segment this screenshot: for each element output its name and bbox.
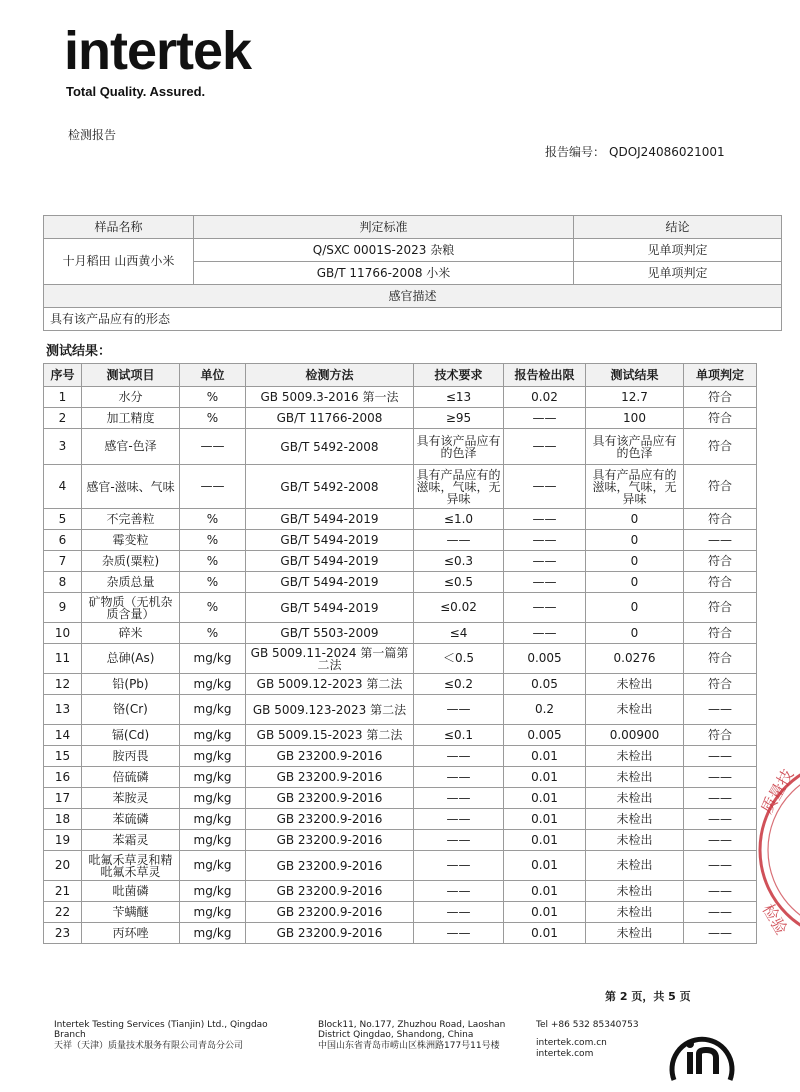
cell-seq: 8 [44, 572, 82, 593]
cell-limit: —— [504, 593, 586, 623]
table-row [44, 788, 757, 809]
cell-result: 0 [586, 623, 684, 644]
cell-requirement: —— [414, 830, 504, 851]
table-row [44, 387, 757, 408]
cell-judgement: —— [684, 851, 757, 881]
cell-judgement: 符合 [684, 509, 757, 530]
sensory-heading: 感官描述 [44, 285, 782, 308]
cell-seq: 5 [44, 509, 82, 530]
cell-limit: 0.2 [504, 695, 586, 725]
cell-result: 未检出 [586, 746, 684, 767]
cell-unit: % [180, 530, 246, 551]
table-row [44, 923, 757, 944]
cell-unit: % [180, 623, 246, 644]
cell-requirement: ≤0.1 [414, 725, 504, 746]
cell-item: 霉变粒 [82, 530, 180, 551]
cell-method: GB 23200.9-2016 [246, 851, 414, 881]
cell-item: 加工精度 [82, 408, 180, 429]
cell-seq: 9 [44, 593, 82, 623]
cell-result: 未检出 [586, 851, 684, 881]
cell-item: 水分 [82, 387, 180, 408]
cell-limit: —— [504, 408, 586, 429]
cell-method: GB 23200.9-2016 [246, 767, 414, 788]
cell-limit: 0.01 [504, 923, 586, 944]
cell-requirement: ≤0.02 [414, 593, 504, 623]
cell-seq: 18 [44, 809, 82, 830]
cell-judgement: —— [684, 881, 757, 902]
footer-contact [536, 1020, 656, 1059]
results-header-result: 测试结果 [586, 364, 684, 387]
cell-seq: 20 [44, 851, 82, 881]
cell-judgement: 符合 [684, 644, 757, 674]
cell-judgement: —— [684, 809, 757, 830]
cell-item: 苯硫磷 [82, 809, 180, 830]
cell-seq: 3 [44, 429, 82, 465]
cell-judgement: 符合 [684, 465, 757, 509]
standard-1: Q/SXC 0001S-2023 杂粮 [194, 239, 574, 262]
cell-result: 具有该产品应有的色泽 [586, 429, 684, 465]
cell-seq: 19 [44, 830, 82, 851]
cell-item: 总砷(As) [82, 644, 180, 674]
cell-limit: 0.005 [504, 725, 586, 746]
cell-unit: mg/kg [180, 809, 246, 830]
cell-method: GB/T 5494-2019 [246, 551, 414, 572]
cell-requirement: —— [414, 881, 504, 902]
cell-judgement: 符合 [684, 408, 757, 429]
summary-header-sample: 样品名称 [44, 216, 194, 239]
cell-requirement: 具有该产品应有的色泽 [414, 429, 504, 465]
cell-judgement: —— [684, 530, 757, 551]
cell-requirement: ≤1.0 [414, 509, 504, 530]
cell-unit: mg/kg [180, 695, 246, 725]
cell-seq: 14 [44, 725, 82, 746]
brand-name: intertek [64, 21, 252, 81]
cell-unit: —— [180, 465, 246, 509]
cell-method: GB 5009.12-2023 第二法 [246, 674, 414, 695]
cell-judgement: —— [684, 902, 757, 923]
cell-limit: —— [504, 465, 586, 509]
cell-limit: 0.02 [504, 387, 586, 408]
cell-limit: —— [504, 551, 586, 572]
results-header-method: 检测方法 [246, 364, 414, 387]
cell-unit: mg/kg [180, 881, 246, 902]
cell-limit: 0.01 [504, 881, 586, 902]
table-row [44, 851, 757, 881]
results-table [43, 363, 757, 944]
cell-unit: % [180, 572, 246, 593]
seal-text-1: 质量技 [757, 765, 798, 817]
cell-judgement: 符合 [684, 387, 757, 408]
table-row [44, 881, 757, 902]
website-cn: intertek.com.cn [536, 1038, 607, 1049]
cell-item: 苄螨醚 [82, 902, 180, 923]
cell-unit: mg/kg [180, 674, 246, 695]
cell-method: GB 5009.11-2024 第一篇第二法 [246, 644, 414, 674]
website: intertek.com [536, 1048, 594, 1059]
table-row [44, 830, 757, 851]
cell-seq: 13 [44, 695, 82, 725]
cell-method: GB 23200.9-2016 [246, 830, 414, 851]
cell-method: GB 23200.9-2016 [246, 902, 414, 923]
cell-unit: % [180, 408, 246, 429]
intertek-badge-icon [666, 1018, 738, 1090]
summary-header-standard: 判定标准 [194, 216, 574, 239]
cell-requirement: —— [414, 902, 504, 923]
cell-limit: 0.01 [504, 788, 586, 809]
cell-item: 杂质(粟粒) [82, 551, 180, 572]
cell-item: 胺丙畏 [82, 746, 180, 767]
summary-table [43, 215, 782, 331]
cell-requirement: —— [414, 530, 504, 551]
cell-result: 未检出 [586, 809, 684, 830]
report-number-value: QDOJ24086021001 [609, 145, 725, 159]
report-number [541, 143, 725, 160]
cell-item: 杂质总量 [82, 572, 180, 593]
cell-requirement: —— [414, 788, 504, 809]
cell-judgement: —— [684, 923, 757, 944]
table-row [44, 429, 757, 465]
cell-judgement: 符合 [684, 551, 757, 572]
cell-judgement: —— [684, 695, 757, 725]
cell-method: GB 23200.9-2016 [246, 746, 414, 767]
cell-judgement: 符合 [684, 593, 757, 623]
cell-requirement: —— [414, 767, 504, 788]
conclusion-2: 见单项判定 [574, 262, 782, 285]
cell-result: 12.7 [586, 387, 684, 408]
table-row [44, 623, 757, 644]
cell-seq: 2 [44, 408, 82, 429]
cell-method: GB/T 5494-2019 [246, 593, 414, 623]
cell-unit: mg/kg [180, 746, 246, 767]
cell-limit: 0.01 [504, 902, 586, 923]
cell-item: 矿物质（无机杂质含量） [82, 593, 180, 623]
table-row [44, 725, 757, 746]
cell-method: GB 23200.9-2016 [246, 881, 414, 902]
cell-item: 碎米 [82, 623, 180, 644]
cell-item: 吡菌磷 [82, 881, 180, 902]
cell-result: 未检出 [586, 767, 684, 788]
cell-unit: mg/kg [180, 644, 246, 674]
sensory-description: 具有该产品应有的形态 [44, 308, 782, 331]
cell-limit: —— [504, 572, 586, 593]
table-row [44, 572, 757, 593]
cell-limit: —— [504, 509, 586, 530]
brand-tagline: Total Quality. Assured. [66, 84, 206, 99]
table-row [44, 408, 757, 429]
company-name-en: Intertek Testing Services (Tianjin) Ltd., Qingdao Branch [54, 1020, 268, 1041]
cell-item: 镉(Cd) [82, 725, 180, 746]
table-row [44, 746, 757, 767]
cell-limit: 0.01 [504, 767, 586, 788]
cell-judgement: 符合 [684, 623, 757, 644]
cell-item: 感官-色泽 [82, 429, 180, 465]
cell-item: 铅(Pb) [82, 674, 180, 695]
cell-method: GB/T 5494-2019 [246, 509, 414, 530]
cell-judgement: 符合 [684, 674, 757, 695]
cell-unit: mg/kg [180, 902, 246, 923]
cell-result: 0 [586, 551, 684, 572]
cell-requirement: 具有产品应有的滋味，气味，无异味 [414, 465, 504, 509]
cell-method: GB 5009.3-2016 第一法 [246, 387, 414, 408]
cell-seq: 7 [44, 551, 82, 572]
cell-unit: mg/kg [180, 923, 246, 944]
report-number-label: 报告编号： [545, 145, 606, 159]
cell-judgement: 符合 [684, 725, 757, 746]
page-indicator: 第 2 页，共 5 页 [605, 990, 691, 1003]
cell-result: 0.0276 [586, 644, 684, 674]
cell-result: 具有产品应有的滋味，气味，无异味 [586, 465, 684, 509]
cell-method: GB/T 5494-2019 [246, 530, 414, 551]
cell-requirement: —— [414, 695, 504, 725]
cell-result: 0 [586, 593, 684, 623]
cell-unit: % [180, 593, 246, 623]
cell-requirement: —— [414, 809, 504, 830]
official-seal-icon [740, 760, 800, 940]
cell-seq: 15 [44, 746, 82, 767]
results-header-item: 测试项目 [82, 364, 180, 387]
cell-result: 未检出 [586, 830, 684, 851]
cell-method: GB 23200.9-2016 [246, 809, 414, 830]
cell-seq: 4 [44, 465, 82, 509]
cell-seq: 12 [44, 674, 82, 695]
results-header-judgement: 单项判定 [684, 364, 757, 387]
cell-requirement: —— [414, 923, 504, 944]
cell-result: 0 [586, 530, 684, 551]
cell-method: GB/T 11766-2008 [246, 408, 414, 429]
cell-method: GB/T 5492-2008 [246, 465, 414, 509]
table-row [44, 509, 757, 530]
cell-seq: 11 [44, 644, 82, 674]
cell-requirement: —— [414, 746, 504, 767]
footer-company [54, 1020, 294, 1051]
cell-limit: 0.01 [504, 830, 586, 851]
cell-limit: 0.05 [504, 674, 586, 695]
cell-limit: 0.01 [504, 746, 586, 767]
cell-unit: % [180, 551, 246, 572]
cell-result: 未检出 [586, 881, 684, 902]
cell-result: 未检出 [586, 695, 684, 725]
table-row [44, 530, 757, 551]
cell-requirement: ≤4 [414, 623, 504, 644]
cell-requirement: ≤0.5 [414, 572, 504, 593]
cell-seq: 10 [44, 623, 82, 644]
cell-limit: 0.01 [504, 851, 586, 881]
cell-unit: mg/kg [180, 830, 246, 851]
cell-seq: 23 [44, 923, 82, 944]
cell-judgement: —— [684, 746, 757, 767]
sample-name: 十月稻田 山西黄小米 [44, 239, 194, 285]
cell-unit: —— [180, 429, 246, 465]
cell-result: 0.00900 [586, 725, 684, 746]
cell-result: 100 [586, 408, 684, 429]
cell-judgement: 符合 [684, 429, 757, 465]
table-row [44, 674, 757, 695]
cell-item: 感官-滋味、气味 [82, 465, 180, 509]
cell-unit: mg/kg [180, 851, 246, 881]
cell-method: GB/T 5503-2009 [246, 623, 414, 644]
cell-item: 铬(Cr) [82, 695, 180, 725]
cell-unit: mg/kg [180, 767, 246, 788]
cell-judgement: 符合 [684, 572, 757, 593]
results-section-label: 测试结果： [46, 344, 112, 359]
company-name-cn: 天祥（天津）质量技术服务有限公司青岛分公司 [54, 1040, 244, 1051]
cell-method: GB 23200.9-2016 [246, 788, 414, 809]
standard-2: GB/T 11766-2008 小米 [194, 262, 574, 285]
cell-limit: —— [504, 530, 586, 551]
telephone: Tel +86 532 85340753 [536, 1020, 639, 1030]
results-header-unit: 单位 [180, 364, 246, 387]
cell-seq: 6 [44, 530, 82, 551]
cell-judgement: —— [684, 767, 757, 788]
address-en: Block11, No.177, Zhuzhou Road, Laoshan District Qingdao, Shandong, China [318, 1020, 506, 1041]
conclusion-1: 见单项判定 [574, 239, 782, 262]
cell-limit: —— [504, 429, 586, 465]
intertek-logo [64, 21, 252, 99]
cell-result: 0 [586, 572, 684, 593]
cell-requirement: ＜0.5 [414, 644, 504, 674]
table-row [44, 902, 757, 923]
cell-seq: 16 [44, 767, 82, 788]
results-header-row [44, 364, 757, 387]
cell-method: GB 23200.9-2016 [246, 923, 414, 944]
cell-seq: 1 [44, 387, 82, 408]
cell-requirement: ≤0.2 [414, 674, 504, 695]
table-row [44, 465, 757, 509]
cell-limit: —— [504, 623, 586, 644]
cell-method: GB/T 5494-2019 [246, 572, 414, 593]
table-row [44, 593, 757, 623]
cell-item: 吡氟禾草灵和精吡氟禾草灵 [82, 851, 180, 881]
cell-item: 苯胺灵 [82, 788, 180, 809]
cell-requirement: —— [414, 851, 504, 881]
cell-method: GB 5009.123-2023 第二法 [246, 695, 414, 725]
cell-item: 苯霜灵 [82, 830, 180, 851]
cell-unit: mg/kg [180, 725, 246, 746]
cell-item: 倍硫磷 [82, 767, 180, 788]
table-row [44, 809, 757, 830]
address-cn: 中国山东省青岛市崂山区株洲路177号11号楼 [318, 1040, 500, 1051]
results-header-seq: 序号 [44, 364, 82, 387]
cell-method: GB 5009.15-2023 第二法 [246, 725, 414, 746]
table-row [44, 551, 757, 572]
summary-header-conclusion: 结论 [574, 216, 782, 239]
cell-item: 丙环唑 [82, 923, 180, 944]
cell-result: 未检出 [586, 674, 684, 695]
cell-judgement: —— [684, 830, 757, 851]
cell-seq: 17 [44, 788, 82, 809]
cell-judgement: —— [684, 788, 757, 809]
cell-requirement: ≤13 [414, 387, 504, 408]
footer-address [318, 1020, 523, 1051]
cell-result: 0 [586, 509, 684, 530]
cell-requirement: ≥95 [414, 408, 504, 429]
results-body [44, 387, 757, 944]
cell-method: GB/T 5492-2008 [246, 429, 414, 465]
results-header-limit: 报告检出限 [504, 364, 586, 387]
cell-unit: % [180, 509, 246, 530]
seal-text-2: 检验 [758, 900, 791, 938]
table-row [44, 695, 757, 725]
cell-requirement: ≤0.3 [414, 551, 504, 572]
document-title: 检测报告 [68, 128, 117, 142]
cell-limit: 0.005 [504, 644, 586, 674]
cell-unit: % [180, 387, 246, 408]
table-row [44, 644, 757, 674]
table-row [44, 767, 757, 788]
results-header-requirement: 技术要求 [414, 364, 504, 387]
cell-result: 未检出 [586, 923, 684, 944]
cell-seq: 22 [44, 902, 82, 923]
cell-seq: 21 [44, 881, 82, 902]
cell-result: 未检出 [586, 902, 684, 923]
cell-result: 未检出 [586, 788, 684, 809]
cell-limit: 0.01 [504, 809, 586, 830]
cell-unit: mg/kg [180, 788, 246, 809]
cell-item: 不完善粒 [82, 509, 180, 530]
